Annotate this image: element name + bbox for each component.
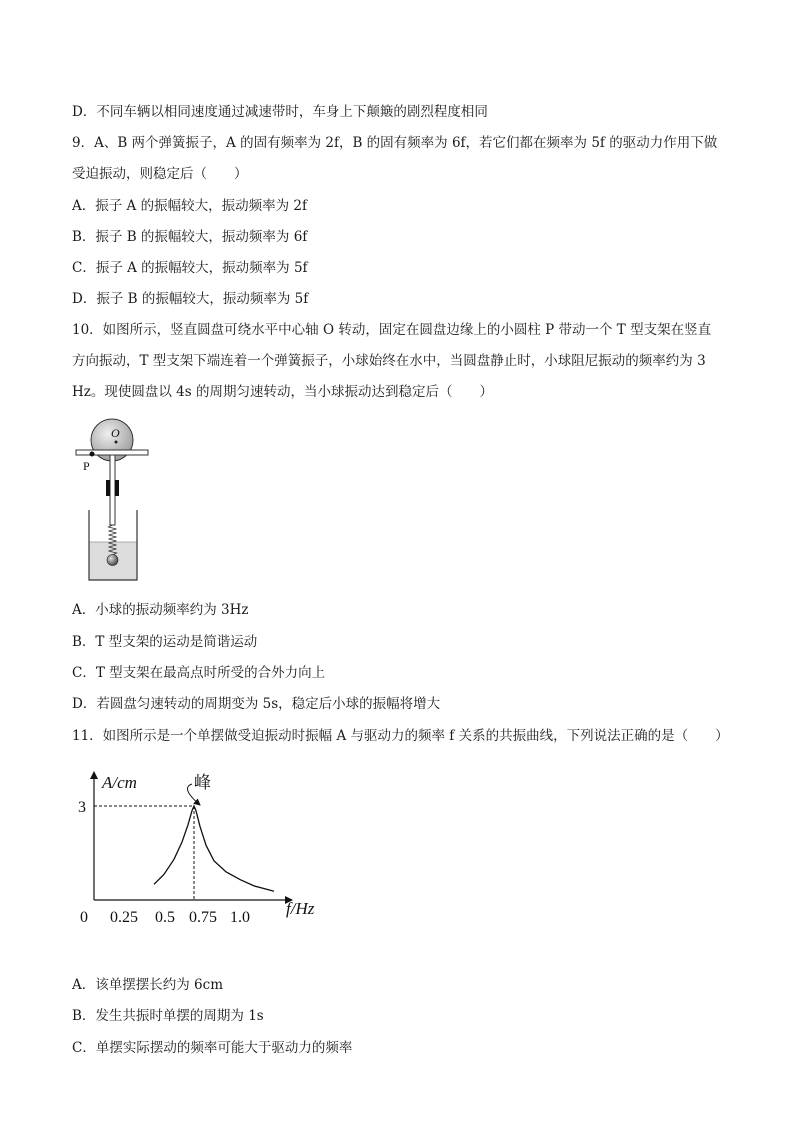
ball (107, 555, 118, 566)
rod-guide-left (106, 480, 110, 496)
disc-axis-o (115, 441, 118, 444)
q11-option-b: B．发生共振时单摆的周期为 1s (72, 1008, 264, 1024)
pin-p (90, 452, 95, 457)
q8-option-d: D．不同车辆以相同速度通过减速带时，车身上下颠簸的剧烈程度相同 (72, 104, 488, 120)
label-p: P (83, 459, 90, 473)
q10-option-d: D．若圆盘匀速转动的周期变为 5s，稳定后小球的振幅将增大 (72, 696, 441, 712)
q11-stem: 11．如图所示是一个单摆做受迫振动时振幅 A 与驱动力的频率 f 关系的共振曲线，下列说法正确的是（ ） (72, 728, 729, 744)
q9-stem-line1: 9．A、B 两个弹簧振子，A 的固有频率为 2f，B 的固有频率为 6f，若它们都在频率为 5f 的驱动力作用下做 (72, 135, 718, 151)
t-frame-rod (110, 455, 115, 525)
q10-stem-line1: 10．如图所示，竖直圆盘可绕水平中心轴 O 转动，固定在圆盘边缘上的小圆柱 P 带动一个 T 型支架在竖直 (72, 322, 712, 338)
resonance-curve (154, 806, 274, 891)
q9-option-d: D．振子 B 的振幅较大，振动频率为 5f (72, 291, 309, 307)
t-frame-crossbar (76, 450, 148, 455)
y-tick-label-3: 3 (78, 799, 86, 816)
q10-option-b: B．T 型支架的运动是简谐运动 (72, 634, 258, 650)
y-axis-label: A/cm (102, 773, 137, 792)
label-o: O (111, 426, 120, 440)
q9-option-c: C．振子 A 的振幅较大，振动频率为 5f (72, 260, 308, 276)
x-tick-label-1.0: 1.0 (230, 909, 250, 926)
q9-stem-line2: 受迫振动，则稳定后（ ） (72, 166, 248, 182)
peak-annotation: 峰 (194, 773, 211, 792)
origin-label: 0 (80, 909, 88, 926)
q9-option-b: B．振子 B 的振幅较大，振动频率为 6f (72, 229, 308, 245)
q11-option-c: C．单摆实际摆动的频率可能大于驱动力的频率 (72, 1040, 353, 1056)
x-axis-label: f/Hz (286, 899, 315, 918)
q11-option-a: A．该单摆摆长约为 6cm (72, 977, 223, 993)
x-tick-label-0.75: 0.75 (189, 909, 217, 926)
q10-stem-line2: 方向振动，T 型支架下端连着一个弹簧振子，小球始终在水中，当圆盘静止时，小球阻尼振动的频率约为 3 (72, 353, 706, 369)
rod-guide-right (115, 480, 119, 496)
q10-apparatus-figure (70, 418, 160, 586)
q11-resonance-chart (72, 762, 332, 930)
q10-stem-line3: Hz。现使圆盘以 4s 的周期匀速转动，当小球振动达到稳定后（ ） (72, 384, 493, 400)
q10-option-a: A．小球的振动频率约为 3Hz (72, 602, 249, 618)
q9-option-a: A．振子 A 的振幅较大，振动频率为 2f (72, 198, 307, 214)
x-tick-label-0.5: 0.5 (155, 909, 175, 926)
x-tick-label-0.25: 0.25 (110, 909, 138, 926)
q10-option-c: C．T 型支架在最高点时所受的合外力向上 (72, 665, 326, 681)
